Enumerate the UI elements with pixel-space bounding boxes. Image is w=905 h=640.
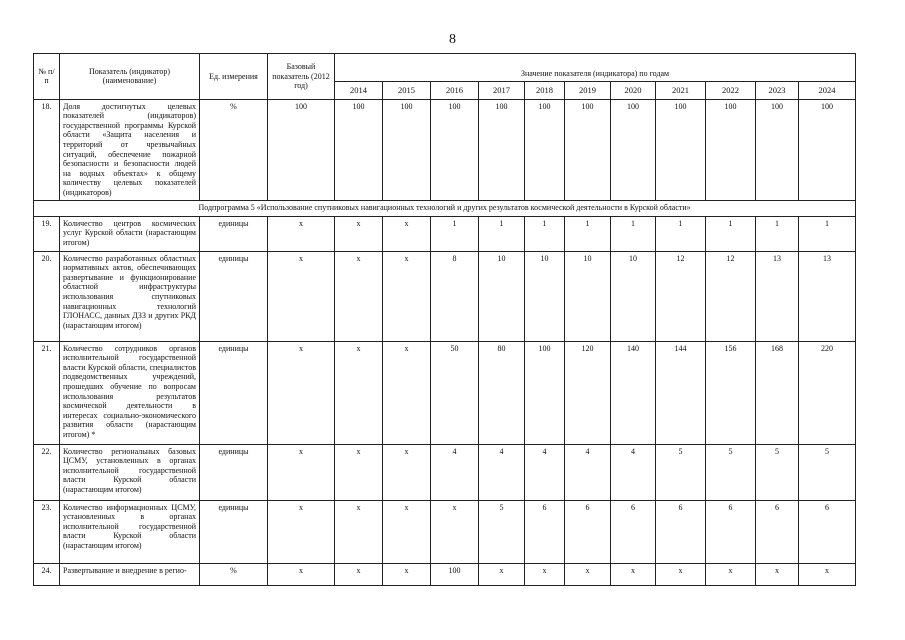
row-number: 21. xyxy=(34,341,60,444)
indicator-name: Количество центров космических услуг Курской области (нарастающим итогом) xyxy=(60,216,200,251)
year-value: 100 xyxy=(431,99,479,200)
indicator-name: Доля достигнутых целевых показателей (индикаторов) государственной программы Курской области «Защита населения и территорий от чрезвычайных ситуаций, обеспечение пожарной безопасности и безопасности людей на водных объектах» к общему количеству целевых показателей (индикаторов) xyxy=(60,99,200,200)
year-value: 80 xyxy=(479,341,525,444)
year-value: 144 xyxy=(656,341,706,444)
base-value: 100 xyxy=(268,99,335,200)
table-row xyxy=(34,99,856,200)
unit-cell: % xyxy=(200,563,268,585)
year-value: 6 xyxy=(799,500,856,563)
row-number: 18. xyxy=(34,99,60,200)
header-year: 2018 xyxy=(525,81,565,99)
year-value: 100 xyxy=(479,99,525,200)
year-value: х xyxy=(383,500,431,563)
header-year: 2022 xyxy=(706,81,756,99)
year-value: 13 xyxy=(756,251,799,341)
row-number: 23. xyxy=(34,500,60,563)
year-value: 1 xyxy=(565,216,611,251)
indicator-table xyxy=(33,53,856,586)
year-value: 120 xyxy=(565,341,611,444)
header-year: 2024 xyxy=(799,81,856,99)
header-year: 2023 xyxy=(756,81,799,99)
year-value: 100 xyxy=(611,99,656,200)
year-value: 6 xyxy=(656,500,706,563)
header-values-title: Значение показателя (индикатора) по годам xyxy=(335,54,856,82)
year-value: х xyxy=(383,341,431,444)
year-value: х xyxy=(799,563,856,585)
year-value: 4 xyxy=(479,444,525,500)
header-year: 2020 xyxy=(611,81,656,99)
row-number: 19. xyxy=(34,216,60,251)
year-value: 168 xyxy=(756,341,799,444)
header-year: 2016 xyxy=(431,81,479,99)
header-year: 2021 xyxy=(656,81,706,99)
header-year: 2017 xyxy=(479,81,525,99)
year-value: 4 xyxy=(611,444,656,500)
year-value: 10 xyxy=(525,251,565,341)
year-value: 1 xyxy=(525,216,565,251)
year-value: х xyxy=(756,563,799,585)
unit-cell: единицы xyxy=(200,216,268,251)
year-value: 6 xyxy=(565,500,611,563)
page-number: 8 xyxy=(449,32,456,47)
year-value: 5 xyxy=(479,500,525,563)
year-value: 1 xyxy=(799,216,856,251)
base-value: х xyxy=(268,341,335,444)
year-value: 1 xyxy=(706,216,756,251)
year-value: 100 xyxy=(525,99,565,200)
year-value: х xyxy=(335,500,383,563)
year-value: 220 xyxy=(799,341,856,444)
year-value: 5 xyxy=(656,444,706,500)
year-value: х xyxy=(431,500,479,563)
year-value: 12 xyxy=(706,251,756,341)
year-value: х xyxy=(611,563,656,585)
header-unit: Ед. измерения xyxy=(200,54,268,100)
year-value: 10 xyxy=(565,251,611,341)
year-value: 5 xyxy=(706,444,756,500)
year-value: 140 xyxy=(611,341,656,444)
year-value: 100 xyxy=(565,99,611,200)
unit-cell: единицы xyxy=(200,251,268,341)
year-value: 1 xyxy=(611,216,656,251)
year-value: 156 xyxy=(706,341,756,444)
year-value: 1 xyxy=(479,216,525,251)
year-value: 10 xyxy=(479,251,525,341)
header-year: 2019 xyxy=(565,81,611,99)
year-value: х xyxy=(525,563,565,585)
base-value: х xyxy=(268,563,335,585)
year-value: 1 xyxy=(756,216,799,251)
year-value: 1 xyxy=(656,216,706,251)
header-indicator: Показатель (индикатор) (наименование) xyxy=(60,54,200,100)
year-value: 100 xyxy=(799,99,856,200)
year-value: х xyxy=(706,563,756,585)
year-value: х xyxy=(656,563,706,585)
year-value: 100 xyxy=(525,341,565,444)
table-row xyxy=(34,563,856,585)
base-value: х xyxy=(268,500,335,563)
row-number: 20. xyxy=(34,251,60,341)
year-value: 5 xyxy=(756,444,799,500)
year-value: 5 xyxy=(799,444,856,500)
year-value: 8 xyxy=(431,251,479,341)
indicator-name: Количество разработанных областных нормативных актов, обеспечивающих развертывание и функционирование областной инфраструктуры использования спутниковых навигационных технологий ГЛОНАСС, данных ДЗЗ и других РКД (нарастающим итогом) xyxy=(60,251,200,341)
year-value: 1 xyxy=(431,216,479,251)
year-value: х xyxy=(335,341,383,444)
table-row xyxy=(34,341,856,444)
year-value: 50 xyxy=(431,341,479,444)
year-value: 4 xyxy=(431,444,479,500)
year-value: х xyxy=(383,563,431,585)
year-value: 6 xyxy=(756,500,799,563)
base-value: х xyxy=(268,251,335,341)
year-value: 6 xyxy=(611,500,656,563)
unit-cell: единицы xyxy=(200,500,268,563)
year-value: х xyxy=(383,251,431,341)
year-value: х xyxy=(479,563,525,585)
year-value: х xyxy=(335,216,383,251)
year-value: 100 xyxy=(431,563,479,585)
year-value: 6 xyxy=(525,500,565,563)
unit-cell: единицы xyxy=(200,444,268,500)
header-base: Базовый показатель (2012 год) xyxy=(268,54,335,100)
subprogram-row xyxy=(34,200,856,216)
table-row xyxy=(34,216,856,251)
year-value: х xyxy=(565,563,611,585)
year-value: 100 xyxy=(756,99,799,200)
year-value: 100 xyxy=(335,99,383,200)
subprogram-title: Подпрограмма 5 «Использование спутниковых навигационных технологий и других результатов космической деятельности в Курской области» xyxy=(34,200,856,216)
header-year: 2014 xyxy=(335,81,383,99)
year-value: 13 xyxy=(799,251,856,341)
header-year: 2015 xyxy=(383,81,431,99)
year-value: 100 xyxy=(383,99,431,200)
table-row xyxy=(34,444,856,500)
unit-cell: единицы xyxy=(200,341,268,444)
table-row xyxy=(34,251,856,341)
year-value: 6 xyxy=(706,500,756,563)
year-value: х xyxy=(335,251,383,341)
indicator-name: Количество региональных базовых ЦСМУ, установленных в органах исполнительной государственной власти Курской области (нарастающим итогом) xyxy=(60,444,200,500)
year-value: х xyxy=(335,444,383,500)
base-value: х xyxy=(268,444,335,500)
base-value: х xyxy=(268,216,335,251)
table-row xyxy=(34,500,856,563)
row-number: 24. xyxy=(34,563,60,585)
year-value: х xyxy=(335,563,383,585)
year-value: 100 xyxy=(656,99,706,200)
year-value: 4 xyxy=(525,444,565,500)
header-number: № п/п xyxy=(34,54,60,100)
indicator-name: Количество информационных ЦСМУ, установленных в органах исполнительной государственной власти Курской области (нарастающим итогом) xyxy=(60,500,200,563)
indicator-name: Количество сотрудников органов исполнительной государственной власти Курской области, специалистов подведомственных учреждений, прошедших обучение по вопросам использования результатов космической деятельности в интересах социально-экономического развития области (нарастающим итогом) * xyxy=(60,341,200,444)
row-number: 22. xyxy=(34,444,60,500)
indicator-name: Развертывание и внедрение в регио- xyxy=(60,563,200,585)
year-value: х xyxy=(383,216,431,251)
year-value: 10 xyxy=(611,251,656,341)
year-value: 4 xyxy=(565,444,611,500)
year-value: х xyxy=(383,444,431,500)
unit-cell: % xyxy=(200,99,268,200)
year-value: 100 xyxy=(706,99,756,200)
year-value: 12 xyxy=(656,251,706,341)
